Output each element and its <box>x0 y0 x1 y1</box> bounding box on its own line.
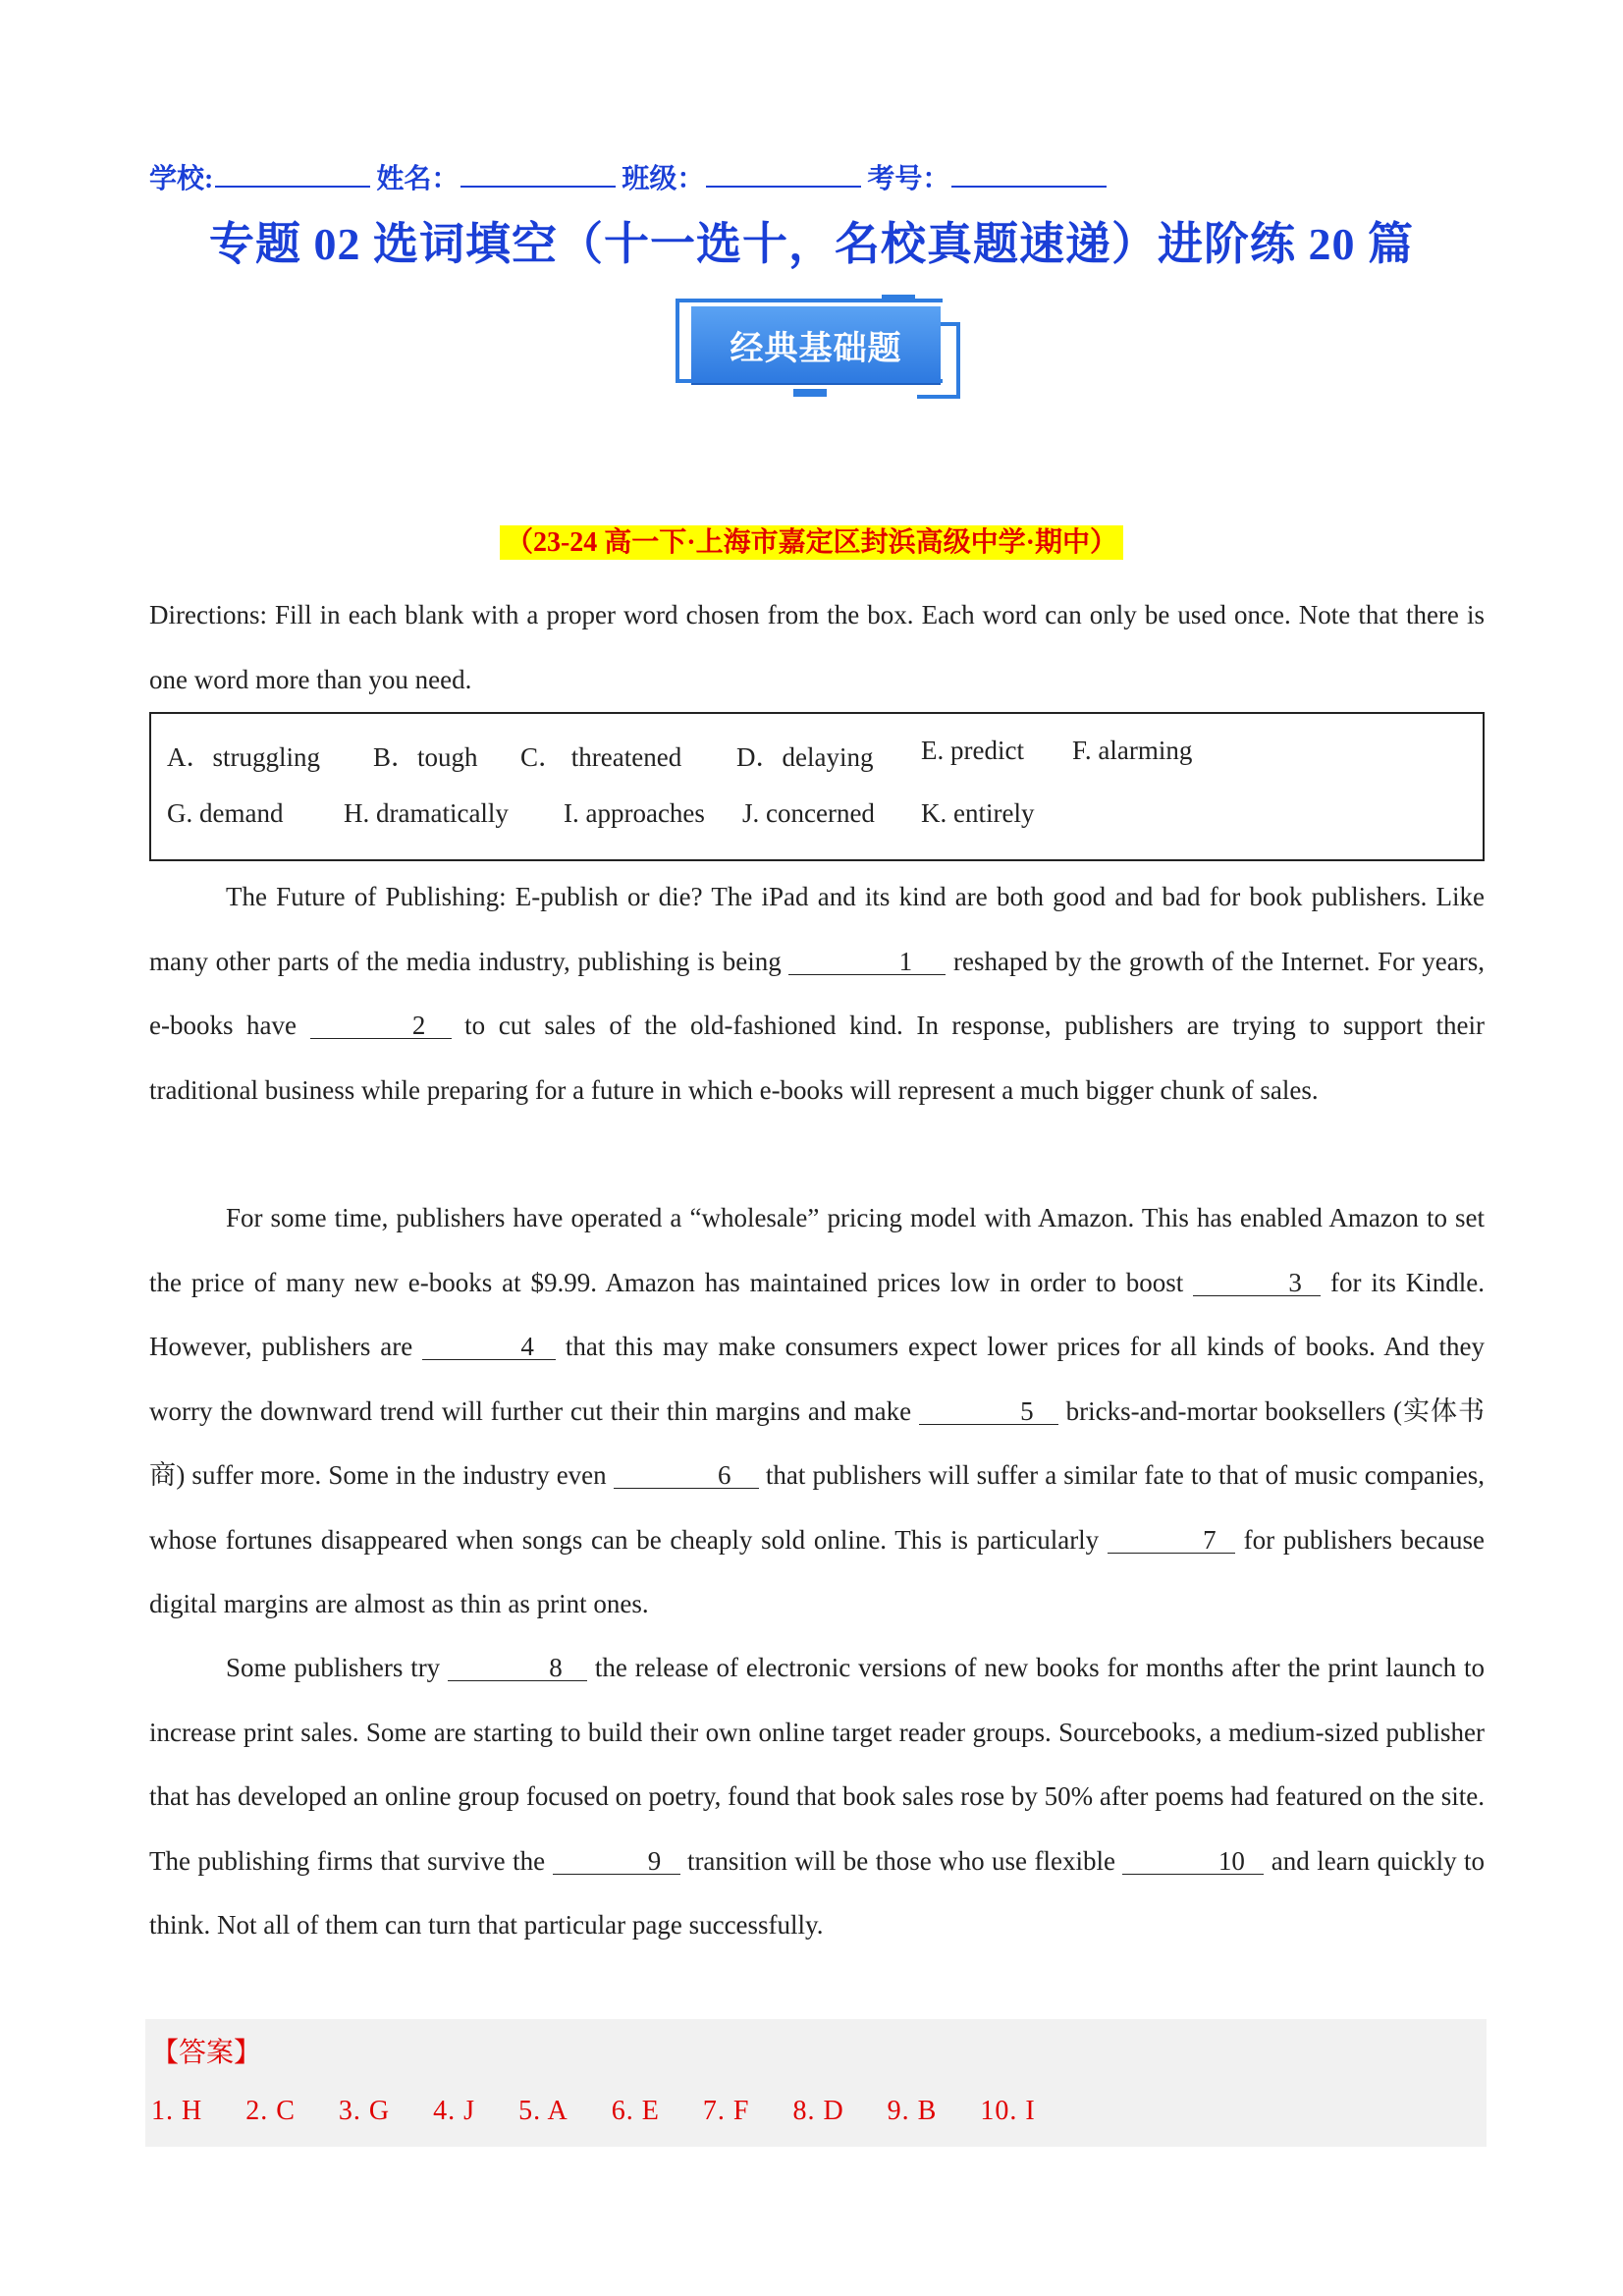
option-d: D．delaying <box>736 742 874 772</box>
source-line <box>0 520 1623 560</box>
option-e: E. predict <box>921 736 1024 765</box>
blank-10[interactable]: 10 <box>1122 1848 1264 1875</box>
option-j: J. concerned <box>742 798 875 828</box>
answer-label: 【答案】 <box>151 2038 262 2068</box>
student-info-line <box>149 157 1112 196</box>
passage-text: transition will be those who use flexible <box>679 1845 1123 1876</box>
passage-text: and learn quickly to think. Not all of them can turn that particular page successfully. <box>149 1845 1486 1940</box>
passage-text: The Future of Publishing: E-publish or die? The iPad and its kind are both good and bad for book publishers. Like many other parts of the media industry, publishing is being <box>149 882 1485 976</box>
passage-text: that publishers will suffer a similar fate to that of music companies, whose fortunes disappeared when songs can be cheaply sold online. This is particularly <box>149 1460 1486 1555</box>
passage-paragraph-2 <box>149 1186 1485 1637</box>
source-highlight: （23-24 高一下·上海市嘉定区封浜高级中学·期中） <box>500 525 1123 560</box>
option-g: G. demand <box>167 798 284 828</box>
class-label: 班级： <box>622 164 705 194</box>
passage-paragraph-3 <box>149 1636 1485 1958</box>
answer-item: 5. A <box>518 2096 568 2126</box>
answer-item: 2. C <box>245 2096 296 2126</box>
number-blank[interactable] <box>951 160 1107 188</box>
option-h: H. dramatically <box>344 798 509 828</box>
name-blank[interactable] <box>460 160 616 188</box>
answer-list <box>151 2096 1072 2127</box>
blank-9[interactable]: 9 <box>553 1848 680 1875</box>
passage-text: for its Kindle. However, publishers are <box>149 1267 1485 1361</box>
answer-item: 7. F <box>702 2096 750 2126</box>
answer-item: 6. E <box>611 2096 660 2126</box>
blank-3[interactable]: 3 <box>1193 1270 1321 1296</box>
passage-text: Some publishers try <box>226 1653 449 1682</box>
school-label: 学校: <box>149 164 214 194</box>
blank-2[interactable]: 2 <box>310 1012 452 1039</box>
passage-text: reshaped by the growth of the Internet. For years, e-books have <box>149 946 1485 1040</box>
section-badge <box>676 295 960 399</box>
answer-item: 3. G <box>338 2096 391 2126</box>
passage-text: the release of electronic versions of new books for months after the print launch to increase print sales. Some are starting to build their own online target reader groups. Sourcebooks, a medium-sized publisher that has developed an online group focused on poetry, found that book sales rose by 50% after poems had featured on the site. The publishing firms that survive the <box>149 1653 1485 1876</box>
answer-item: 1. H <box>151 2096 203 2126</box>
blank-1[interactable]: 1 <box>788 949 946 975</box>
blank-5[interactable]: 5 <box>919 1398 1058 1425</box>
school-blank[interactable] <box>215 160 370 188</box>
badge-tick <box>793 389 827 397</box>
word-box <box>149 712 1485 861</box>
option-a: A．struggling <box>167 742 321 772</box>
option-f: F. alarming <box>1072 736 1193 765</box>
blank-6[interactable]: 6 <box>614 1462 759 1489</box>
option-i: I. approaches <box>564 798 705 828</box>
option-b: B．tough <box>373 742 478 772</box>
passage-text: For some time, publishers have operated a “wholesale” pricing model with Amazon. This has enabled Amazon to set the price of many new e-books at $9.99. Amazon has maintained prices low in order to boost <box>149 1203 1485 1297</box>
blank-8[interactable]: 8 <box>448 1655 587 1681</box>
page-title: 专题 02 选词填空（十一选十，名校真题速递）进阶练 20 篇 <box>209 219 1414 269</box>
directions: Directions: Fill in each blank with a proper word chosen from the box. Each word can only be used once. Note that there is one word more than you need. <box>149 600 1485 694</box>
answer-item: 9. B <box>887 2096 938 2126</box>
name-label: 姓名： <box>376 164 460 194</box>
passage-text: for publishers because digital margins are almost as thin as print ones. <box>149 1524 1485 1618</box>
badge-label: 经典基础题 <box>691 306 941 383</box>
option-c: C． threatened <box>520 742 682 772</box>
passage-text: bricks-and-mortar booksellers (实体书商) suffer more. Some in the industry even <box>149 1395 1486 1490</box>
passage-paragraph-1 <box>149 865 1485 1122</box>
passage-text: to cut sales of the old-fashioned kind. In response, publishers are trying to support their traditional business while preparing for a future in which e-books will represent a much bigger chunk of sales. <box>149 1011 1485 1105</box>
blank-4[interactable]: 4 <box>422 1334 556 1360</box>
number-label: 考号： <box>867 164 950 194</box>
passage-text: that this may make consumers expect lower prices for all kinds of books. And they worry the downward trend will further cut their thin margins and make <box>149 1332 1486 1426</box>
badge-tick <box>882 295 915 302</box>
answer-item: 8. D <box>792 2096 844 2126</box>
class-blank[interactable] <box>706 160 861 188</box>
answer-section <box>145 2019 1487 2147</box>
option-k: K. entirely <box>921 798 1035 828</box>
answer-item: 10. I <box>980 2096 1036 2126</box>
answer-item: 4. J <box>433 2096 476 2126</box>
blank-7[interactable]: 7 <box>1108 1527 1235 1554</box>
